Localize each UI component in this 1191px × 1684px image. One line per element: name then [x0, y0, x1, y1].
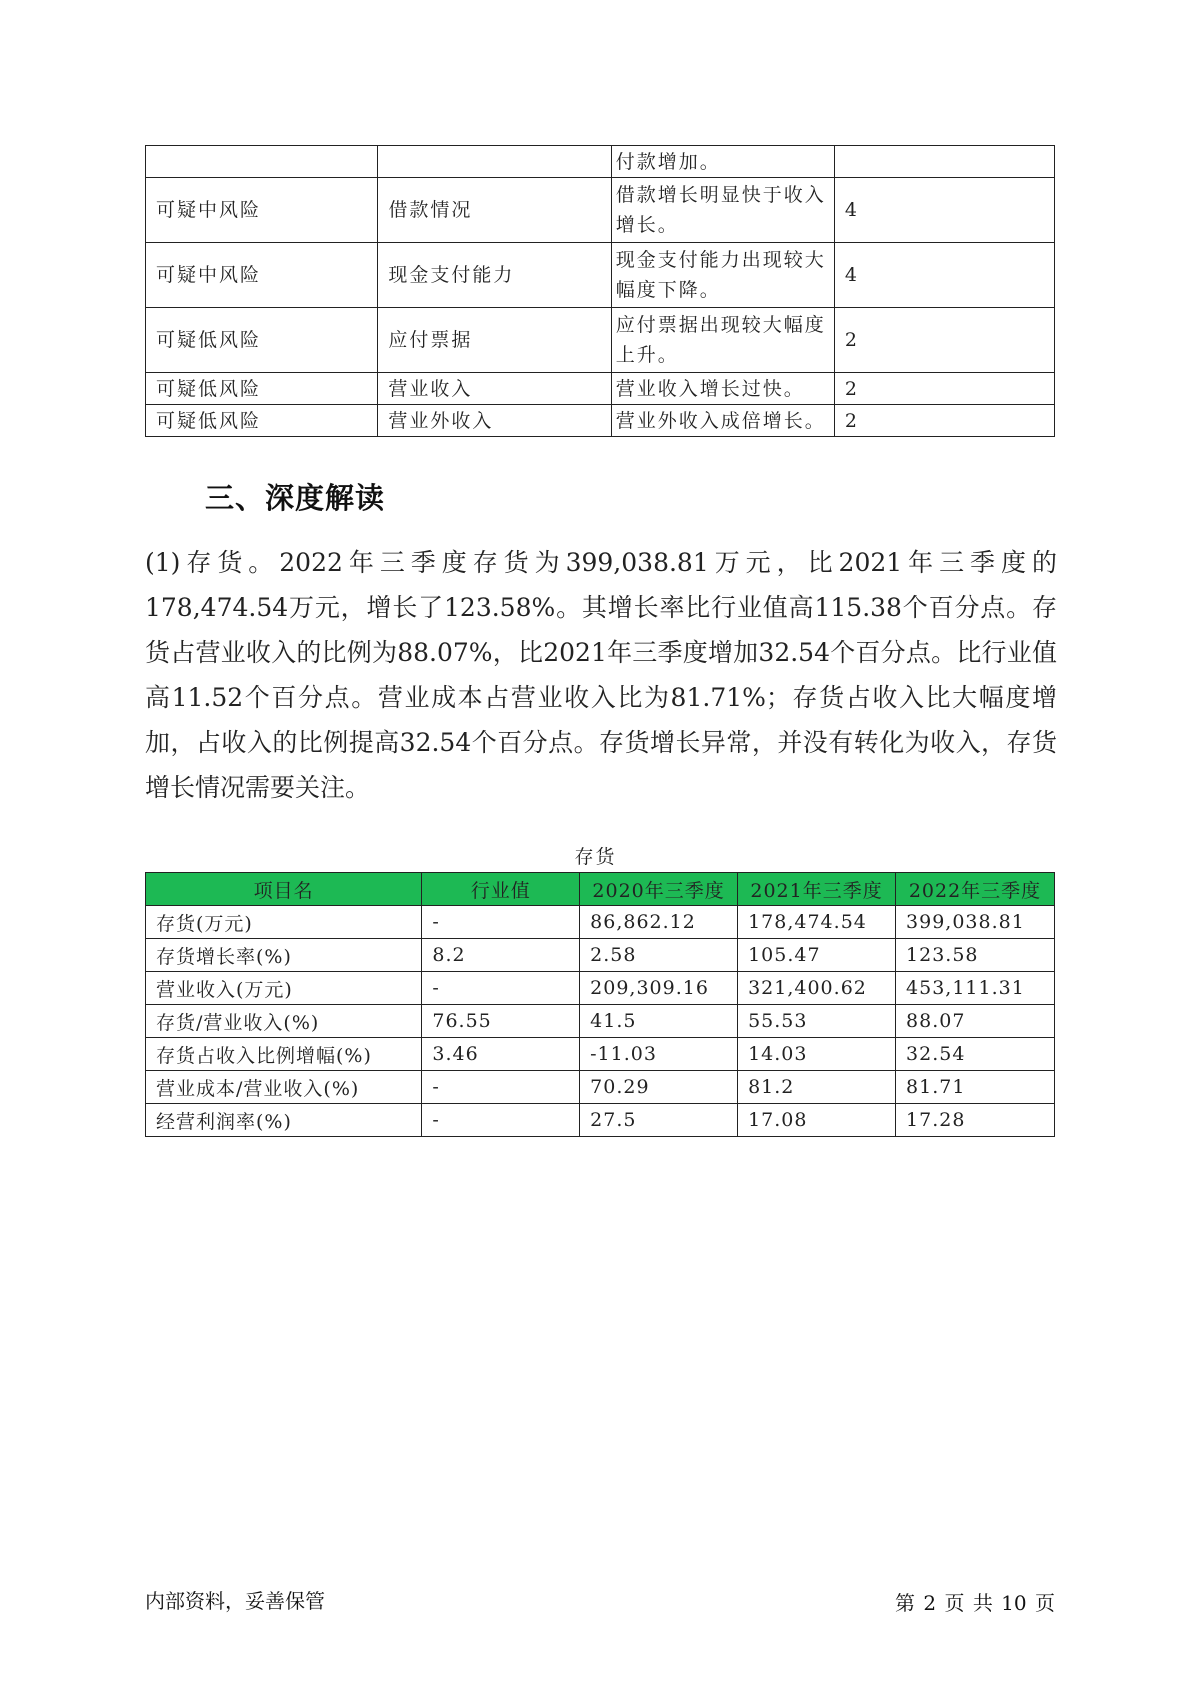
value-cell: 399,038.81 — [896, 906, 1055, 939]
table-row — [146, 1104, 1055, 1137]
table-row — [146, 939, 1055, 972]
risk-item-cell: 营业外收入 — [378, 405, 611, 437]
footer-page-number: 第 2 页 共 10 页 — [895, 1591, 1055, 1615]
row-label-cell: 营业成本/营业收入(%) — [146, 1071, 422, 1104]
row-label-cell: 营业收入(万元) — [146, 972, 422, 1005]
table-row — [146, 906, 1055, 939]
risk-level-cell: 可疑中风险 — [146, 243, 378, 308]
risk-desc-cell: 营业外收入成倍增长。 — [611, 405, 834, 437]
value-cell: 17.28 — [896, 1104, 1055, 1137]
value-cell: 2.58 — [580, 939, 738, 972]
table-caption: 存货 — [574, 846, 617, 868]
risk-item-cell: 借款情况 — [378, 178, 611, 243]
risk-score-cell: 4 — [834, 178, 1054, 243]
risk-level-cell: 可疑中风险 — [146, 178, 378, 243]
value-cell: 81.2 — [738, 1071, 896, 1104]
analysis-paragraph: (1)存货。2022年三季度存货为399,038.81万元，比2021年三季度的178,474.54万元，增长了123.58%。其增长率比行业值高115.38个百分点。存货占营业收入的比例为88.07%，比2021年三季度增加32.54个百分点。比行业值高11.52个百分点。营业成本占营业收入比为81.71%；存货占收入比大幅度增加，占收入的比例提高32.54个百分点。存货增长异常，并没有转化为收入，存货增长情况需要关注。 — [145, 548, 1057, 802]
value-cell: 55.53 — [738, 1005, 896, 1038]
value-cell: -11.03 — [580, 1038, 738, 1071]
value-cell: 86,862.12 — [580, 906, 738, 939]
value-cell: 14.03 — [738, 1038, 896, 1071]
column-header: 项目名 — [146, 873, 422, 906]
table-row — [146, 405, 1055, 437]
risk-level-cell: 可疑低风险 — [146, 405, 378, 437]
risk-desc-cell: 付款增加。 — [611, 146, 834, 178]
table-row — [146, 308, 1055, 373]
risk-level-cell — [146, 146, 378, 178]
value-cell: 76.55 — [422, 1005, 580, 1038]
value-cell: 17.08 — [738, 1104, 896, 1137]
value-cell: 209,309.16 — [580, 972, 738, 1005]
risk-desc-cell: 借款增长明显快于收入增长。 — [611, 178, 834, 243]
value-cell: 81.71 — [896, 1071, 1055, 1104]
value-cell: 3.46 — [422, 1038, 580, 1071]
column-header: 2020年三季度 — [580, 873, 738, 906]
table-row — [146, 243, 1055, 308]
risk-score-cell — [834, 146, 1054, 178]
table-row — [146, 146, 1055, 178]
column-header: 2021年三季度 — [738, 873, 896, 906]
risk-item-cell: 营业收入 — [378, 373, 611, 405]
value-cell: 105.47 — [738, 939, 896, 972]
table-row — [146, 373, 1055, 405]
value-cell: - — [422, 1071, 580, 1104]
value-cell: 8.2 — [422, 939, 580, 972]
section-title: 三、深度解读 — [205, 481, 386, 515]
table-row — [146, 178, 1055, 243]
risk-desc-cell: 营业收入增长过快。 — [611, 373, 834, 405]
risk-score-cell: 2 — [834, 405, 1054, 437]
row-label-cell: 存货占收入比例增幅(%) — [146, 1038, 422, 1071]
value-cell: 453,111.31 — [896, 972, 1055, 1005]
risk-desc-cell: 应付票据出现较大幅度上升。 — [611, 308, 834, 373]
risk-desc-cell: 现金支付能力出现较大幅度下降。 — [611, 243, 834, 308]
value-cell: 321,400.62 — [738, 972, 896, 1005]
table-row — [146, 1005, 1055, 1038]
table-header-row — [146, 873, 1055, 906]
column-header: 行业值 — [422, 873, 580, 906]
risk-item-cell: 应付票据 — [378, 308, 611, 373]
value-cell: 70.29 — [580, 1071, 738, 1104]
risk-table — [145, 145, 1055, 437]
value-cell: - — [422, 972, 580, 1005]
table-row — [146, 972, 1055, 1005]
risk-score-cell: 4 — [834, 243, 1054, 308]
risk-item-cell — [378, 146, 611, 178]
value-cell: 88.07 — [896, 1005, 1055, 1038]
row-label-cell: 存货增长率(%) — [146, 939, 422, 972]
row-label-cell: 存货(万元) — [146, 906, 422, 939]
value-cell: - — [422, 1104, 580, 1137]
column-header: 2022年三季度 — [896, 873, 1055, 906]
row-label-cell: 存货/营业收入(%) — [146, 1005, 422, 1038]
footer-confidential-note: 内部资料，妥善保管 — [145, 1589, 325, 1613]
risk-level-cell: 可疑低风险 — [146, 308, 378, 373]
risk-item-cell: 现金支付能力 — [378, 243, 611, 308]
risk-score-cell: 2 — [834, 373, 1054, 405]
risk-score-cell: 2 — [834, 308, 1054, 373]
value-cell: 178,474.54 — [738, 906, 896, 939]
value-cell: 27.5 — [580, 1104, 738, 1137]
value-cell: 41.5 — [580, 1005, 738, 1038]
inventory-table — [145, 872, 1055, 1137]
value-cell: 32.54 — [896, 1038, 1055, 1071]
inventory-table-body — [146, 906, 1055, 1137]
risk-level-cell: 可疑低风险 — [146, 373, 378, 405]
value-cell: 123.58 — [896, 939, 1055, 972]
table-row — [146, 1071, 1055, 1104]
value-cell: - — [422, 906, 580, 939]
table-row — [146, 1038, 1055, 1071]
row-label-cell: 经营利润率(%) — [146, 1104, 422, 1137]
